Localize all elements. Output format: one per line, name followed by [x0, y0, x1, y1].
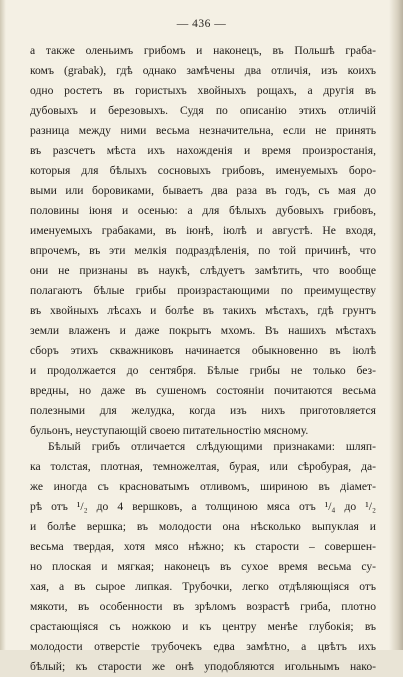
text-line: половины іюня и осенью: а для бѣлыхъ дубовыхъ грибовъ, [30, 204, 376, 217]
text-line: бульонъ, неуступающій своею питательностію мясному. [30, 424, 309, 437]
text-line: одно ростетъ въ гористыхъ хвойныхъ рощахъ, а другія въ [30, 84, 376, 97]
text-line: ка толстая, плотная, темножелтая, бурая, или сѣробурая, да- [30, 460, 376, 473]
text-line: они не признаны въ наукѣ, слѣдуетъ замѣтить, что вообще [30, 264, 376, 277]
text-line: но плоская и мягкая; наконецъ въ сухое время весьма су- [30, 560, 376, 573]
text-line: молодости отверстіе трубочекъ едва замѣтно, а цвѣтъ ихъ [30, 640, 376, 653]
text-line: земли влаженъ и даже покрытъ мхомъ. Въ нашихъ мѣстахъ [30, 324, 376, 337]
text-line: именуемыхъ грабаками, въ іюнѣ, іюлѣ и августѣ. Не входя, [30, 224, 376, 237]
text-line: весьма твердая, хотя мясо нѣжно; къ старости – совершен- [30, 540, 376, 553]
text-line: полагаютъ бѣлые грибы произрастающими по преимуществу [30, 284, 376, 297]
text-line: мякоти, въ особенности въ зрѣломъ возрастѣ гриба, плотно [30, 600, 376, 613]
text-line: въ разсчетъ мѣста ихъ нахожденія и время произростанія, [30, 144, 376, 157]
text-line: а также оленьимъ грибомъ и наконецъ, въ Польшѣ граба- [30, 44, 376, 57]
text-line: бѣлый; къ старости же онѣ уподобляются игольнымъ нако- [30, 660, 376, 673]
text-line: впрочемъ, въ эти мелкія подраздѣленія, по той причинѣ, что [30, 244, 376, 257]
text-line: и болѣе вершка; въ молодости она нѣсколько выпуклая и [30, 520, 376, 533]
text-line: Бѣлый грибъ отличается слѣдующими признаками: шляп- [48, 440, 376, 453]
text-line: рѣ отъ ¹/₂ до 4 вершковъ, а толщиною мяса отъ ¹/₄ до ¹/₂ [30, 500, 376, 513]
text-line: выми или боровиками, бываетъ два раза въ годъ, съ мая до [30, 184, 376, 197]
text-line: полезными для желудка, когда изъ нихъ приготовляется [30, 404, 376, 417]
text-line: хая, а въ сырое липкая. Трубочки, легко отдѣляющіяся отъ [30, 580, 376, 593]
text-line: же иногда съ красноватымъ отливомъ, шириною въ діамет- [30, 480, 376, 493]
text-line: вредны, но даже въ сушеномъ состояніи почитаются весьма [30, 384, 376, 397]
text-line: въ хвойныхъ лѣсахъ и болѣе въ такихъ мѣстахъ, гдѣ грунтъ [30, 304, 376, 317]
text-line: и продолжается до сентября. Бѣлые грибы не только без- [30, 364, 376, 377]
text-line: которыя для бѣлыхъ сосновыхъ грибовъ, именуемыхъ боро- [30, 164, 376, 177]
text-line: сборъ этихъ скважниковъ начинается обыкновенно въ іюлѣ [30, 344, 376, 357]
text-line: комъ (grabak), гдѣ однако замѣчены два отличія, изъ коихъ [30, 64, 376, 77]
text-line: разница между ними весьма незначительна, если не принять [30, 124, 376, 137]
text-line: срастающіяся съ ножкою и къ центру менѣе глубокія; въ [30, 620, 376, 633]
text-line: дубовыхъ и березовыхъ. Судя по описанію этихъ отличій [30, 104, 376, 117]
page-number: — 436 — [176, 18, 227, 30]
